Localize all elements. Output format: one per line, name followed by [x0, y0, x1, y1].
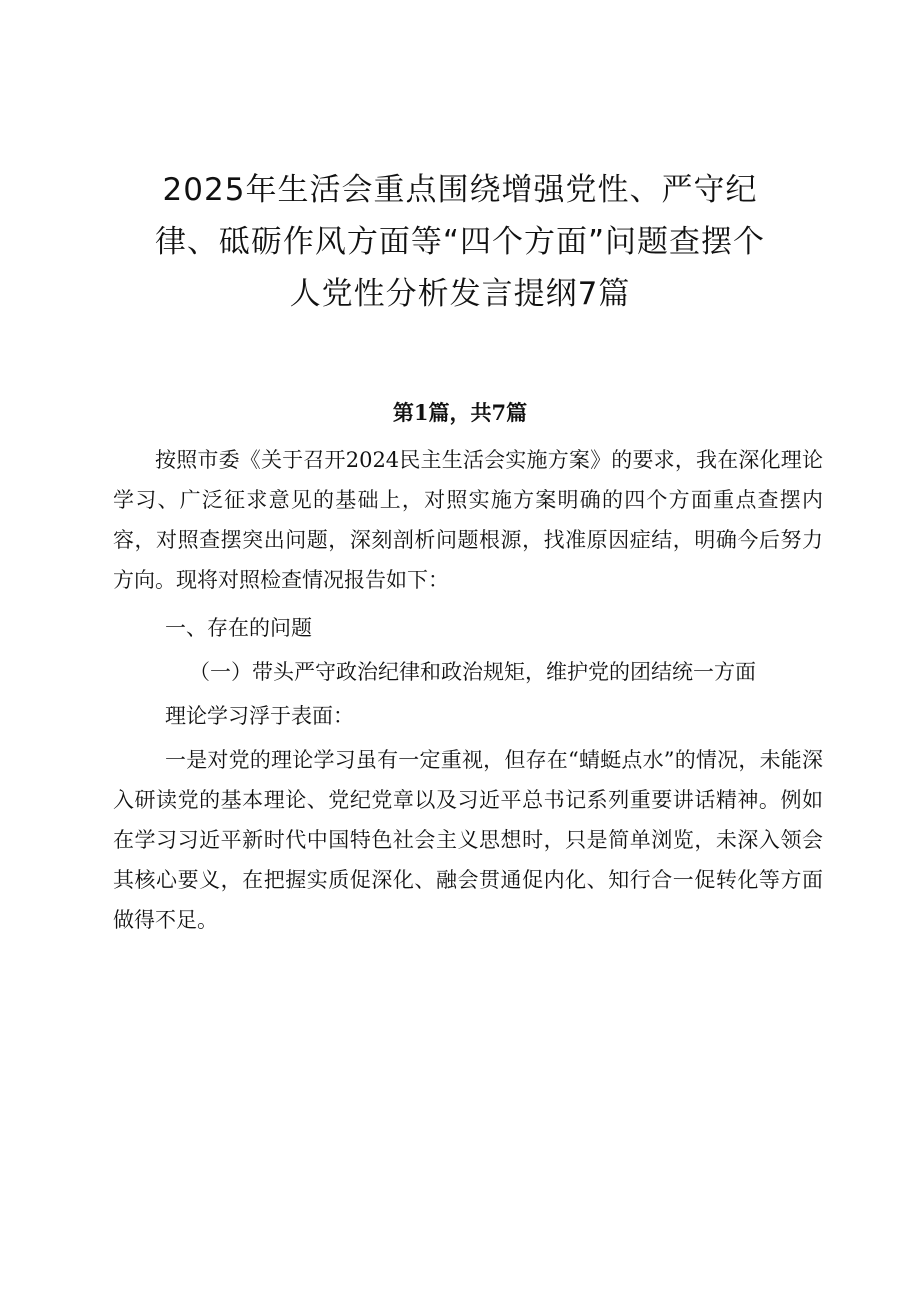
sub-label: 理论学习浮于表面：: [165, 704, 354, 728]
document-title: [120, 164, 800, 320]
title-line-2: 律、砥砺作风方面等“四个方面”问题查摆个: [154, 224, 766, 260]
document-body: [113, 440, 823, 940]
part-label: 第1篇，共7篇: [392, 400, 528, 425]
title-line-3: 人党性分析发言提纲7篇: [289, 276, 631, 312]
title-line-1: 2025年生活会重点围绕增强党性、严守纪: [162, 172, 758, 208]
intro-paragraph: 按照市委《关于召开2024民主生活会实施方案》的要求，我在深化理论学习、广泛征求意见的基础上，对照实施方案明确的四个方面重点查摆内容，对照查摆突出问题，深刻剖析问题根源，找准原因症结，明确今后努力方向。现将对照检查情况报告如下：: [113, 448, 823, 592]
section-heading: 一、存在的问题: [165, 616, 312, 640]
subsection-heading: （一）带头严守政治纪律和政治规矩，维护党的团结统一方面: [189, 660, 756, 684]
item-paragraph: 一是对党的理论学习虽有一定重视，但存在“蜻蜓点水”的情况，未能深入研读党的基本理论、党纪党章以及习近平总书记系列重要讲话精神。例如在学习习近平新时代中国特色社会主义思想时，只是简单浏览，未深入领会其核心要义，在把握实质促深化、融会贯通促内化、知行合一促转化等方面做得不足。: [113, 748, 823, 932]
